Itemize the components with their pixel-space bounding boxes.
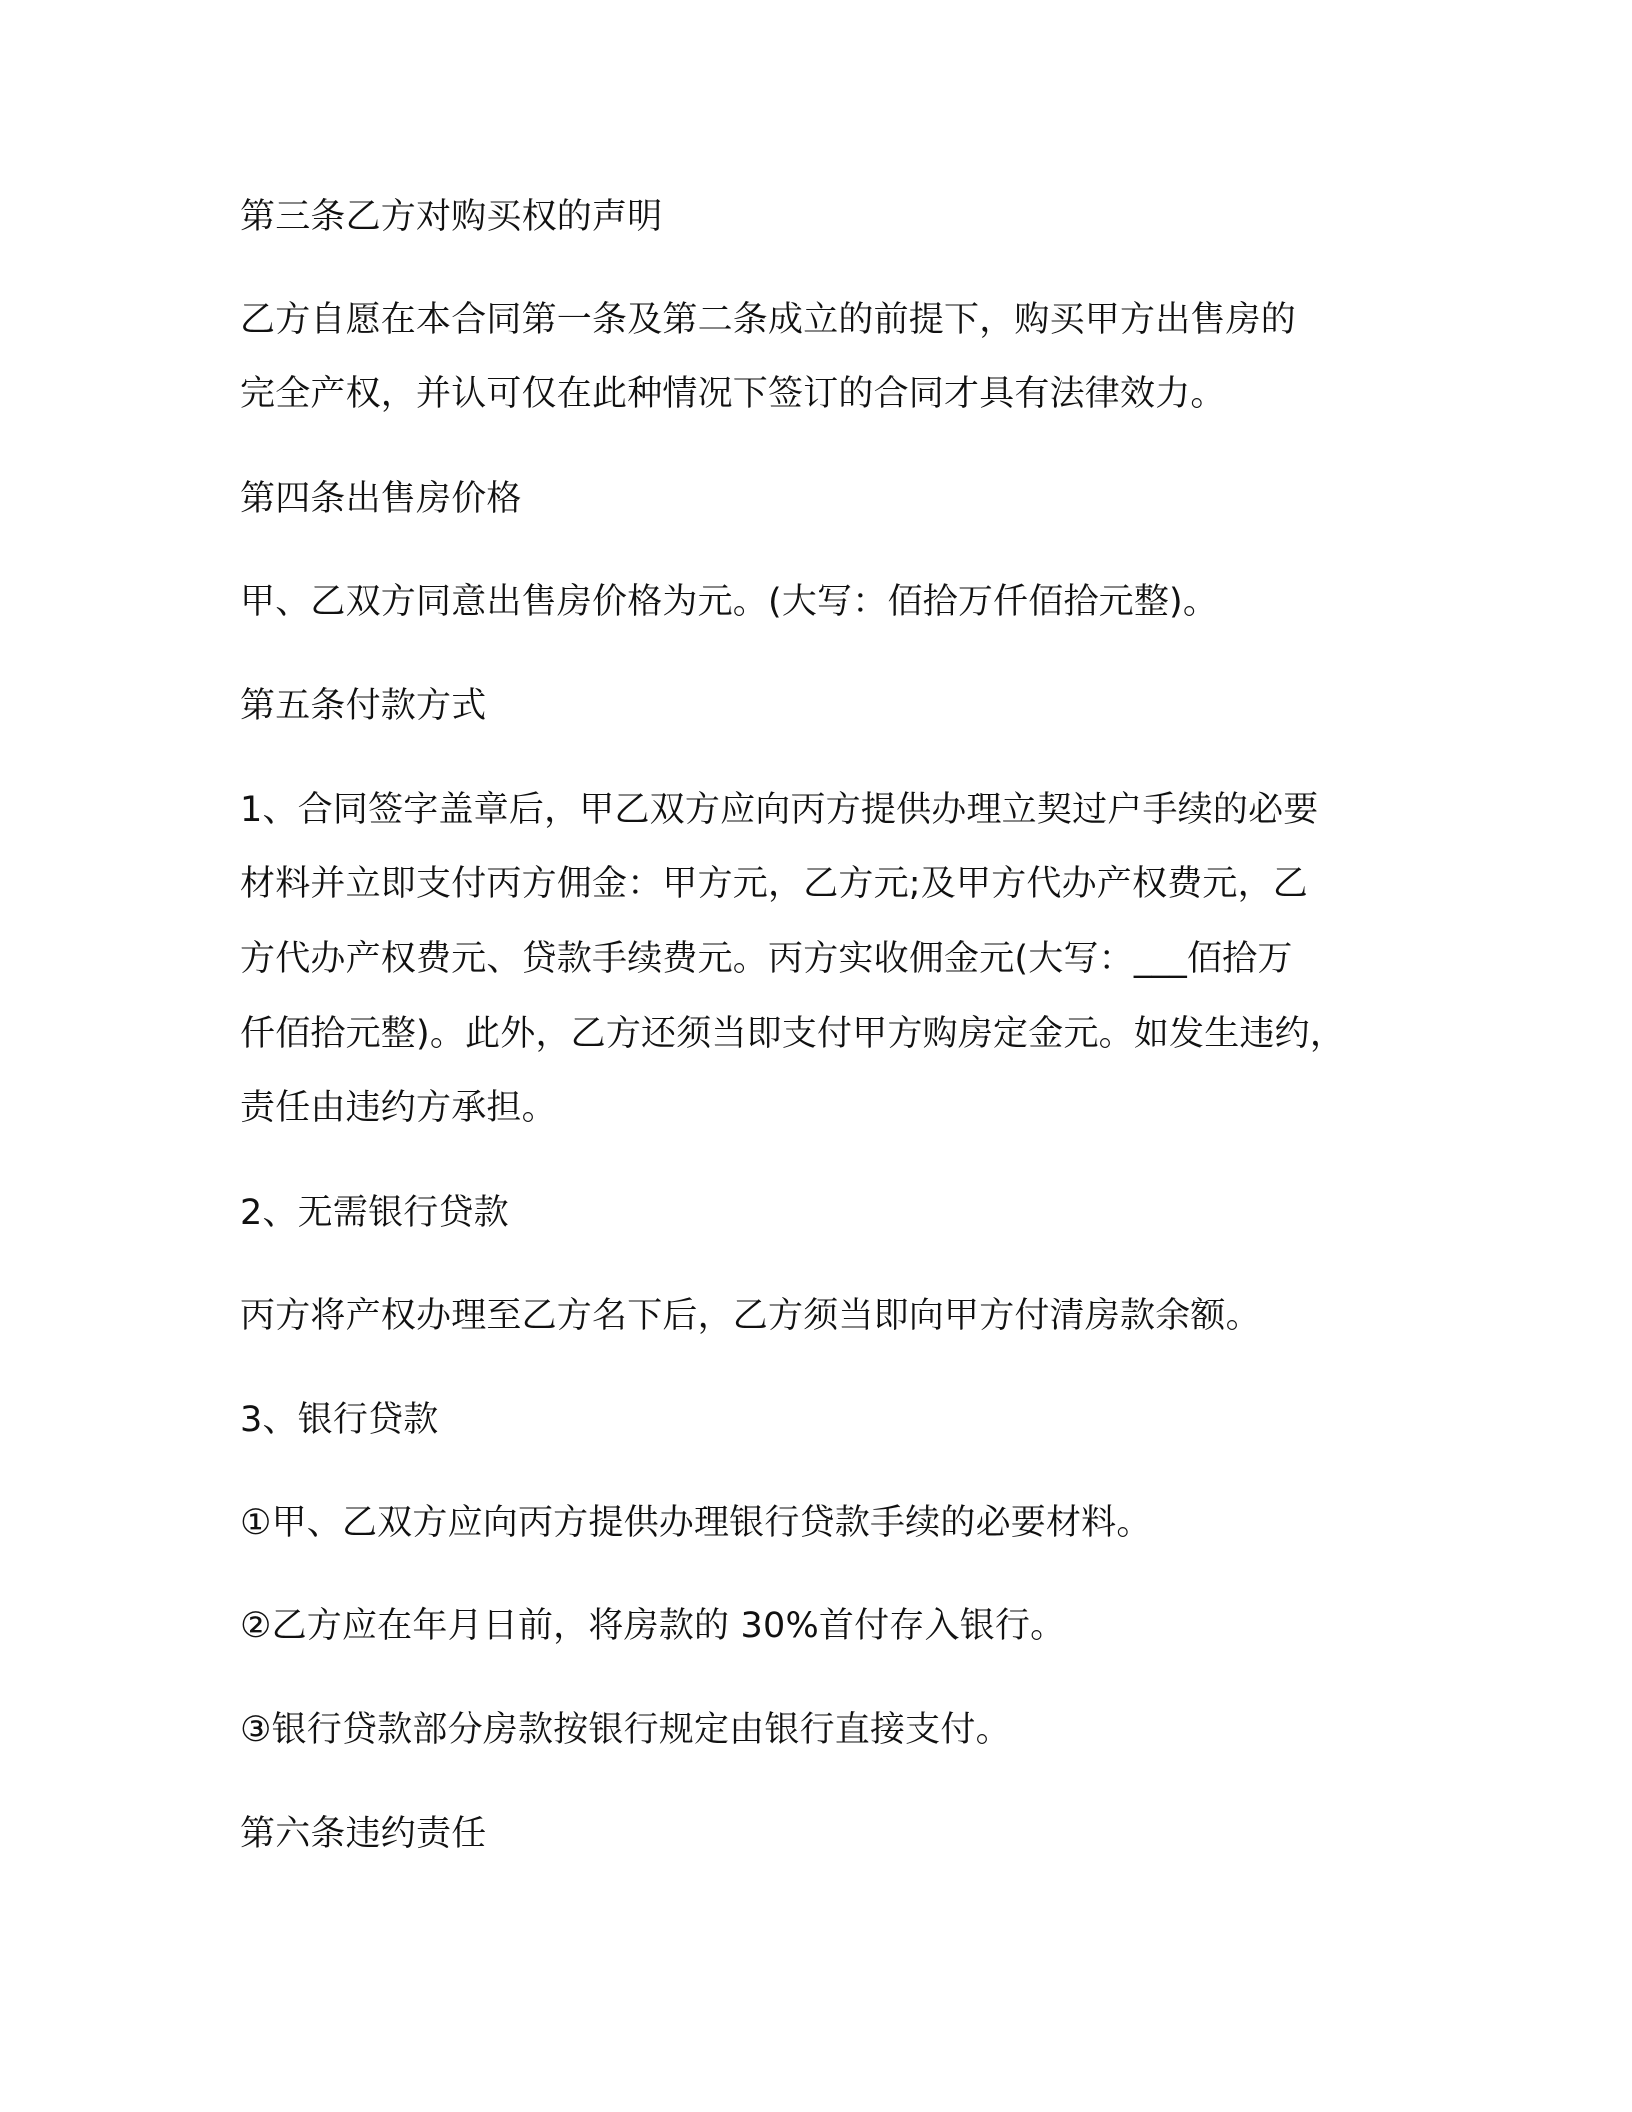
payment-clause-3-item-1: ①甲、乙双方应向丙方提供办理银行贷款手续的必要材料。 (240, 1503, 1152, 1543)
payment-clause-3-item-2: ②乙方应在年月日前，将房款的 30%首付存入银行。 (240, 1606, 1066, 1646)
payment-clause-2-heading: 2、无需银行贷款 (240, 1193, 509, 1233)
payment-clause-1-line-5: 责任由违约方承担。 (240, 1088, 557, 1128)
payment-clause-1-line-3: 方代办产权费元、贷款手续费元。丙方实收佣金元(大写：___佰拾万 (240, 939, 1293, 979)
article-5-heading: 第五条付款方式 (240, 686, 487, 726)
payment-clause-3-heading: 3、银行贷款 (240, 1400, 439, 1440)
article-4-paragraph: 甲、乙双方同意出售房价格为元。(大写：佰拾万仟佰拾元整)。 (240, 582, 1219, 622)
article-4-heading: 第四条出售房价格 (240, 479, 522, 519)
article-3-paragraph-line-1: 乙方自愿在本合同第一条及第二条成立的前提下，购买甲方出售房的 (240, 300, 1297, 340)
payment-clause-2-paragraph: 丙方将产权办理至乙方名下后，乙方须当即向甲方付清房款余额。 (240, 1296, 1261, 1336)
payment-clause-3-item-3: ③银行贷款部分房款按银行规定由银行直接支付。 (240, 1710, 1011, 1750)
article-6-heading: 第六条违约责任 (240, 1814, 487, 1854)
payment-clause-1-line-4: 仟佰拾元整)。此外，乙方还须当即支付甲方购房定金元。如发生违约， (240, 1014, 1346, 1054)
article-3-paragraph-line-2: 完全产权，并认可仅在此种情况下签订的合同才具有法律效力。 (240, 374, 1226, 414)
article-3-heading: 第三条乙方对购买权的声明 (240, 197, 663, 237)
payment-clause-1-line-2: 材料并立即支付丙方佣金：甲方元，乙方元;及甲方代办产权费元，乙 (240, 864, 1308, 904)
payment-clause-1-line-1: 1、合同签字盖章后，甲乙双方应向丙方提供办理立契过户手续的必要 (240, 790, 1319, 830)
